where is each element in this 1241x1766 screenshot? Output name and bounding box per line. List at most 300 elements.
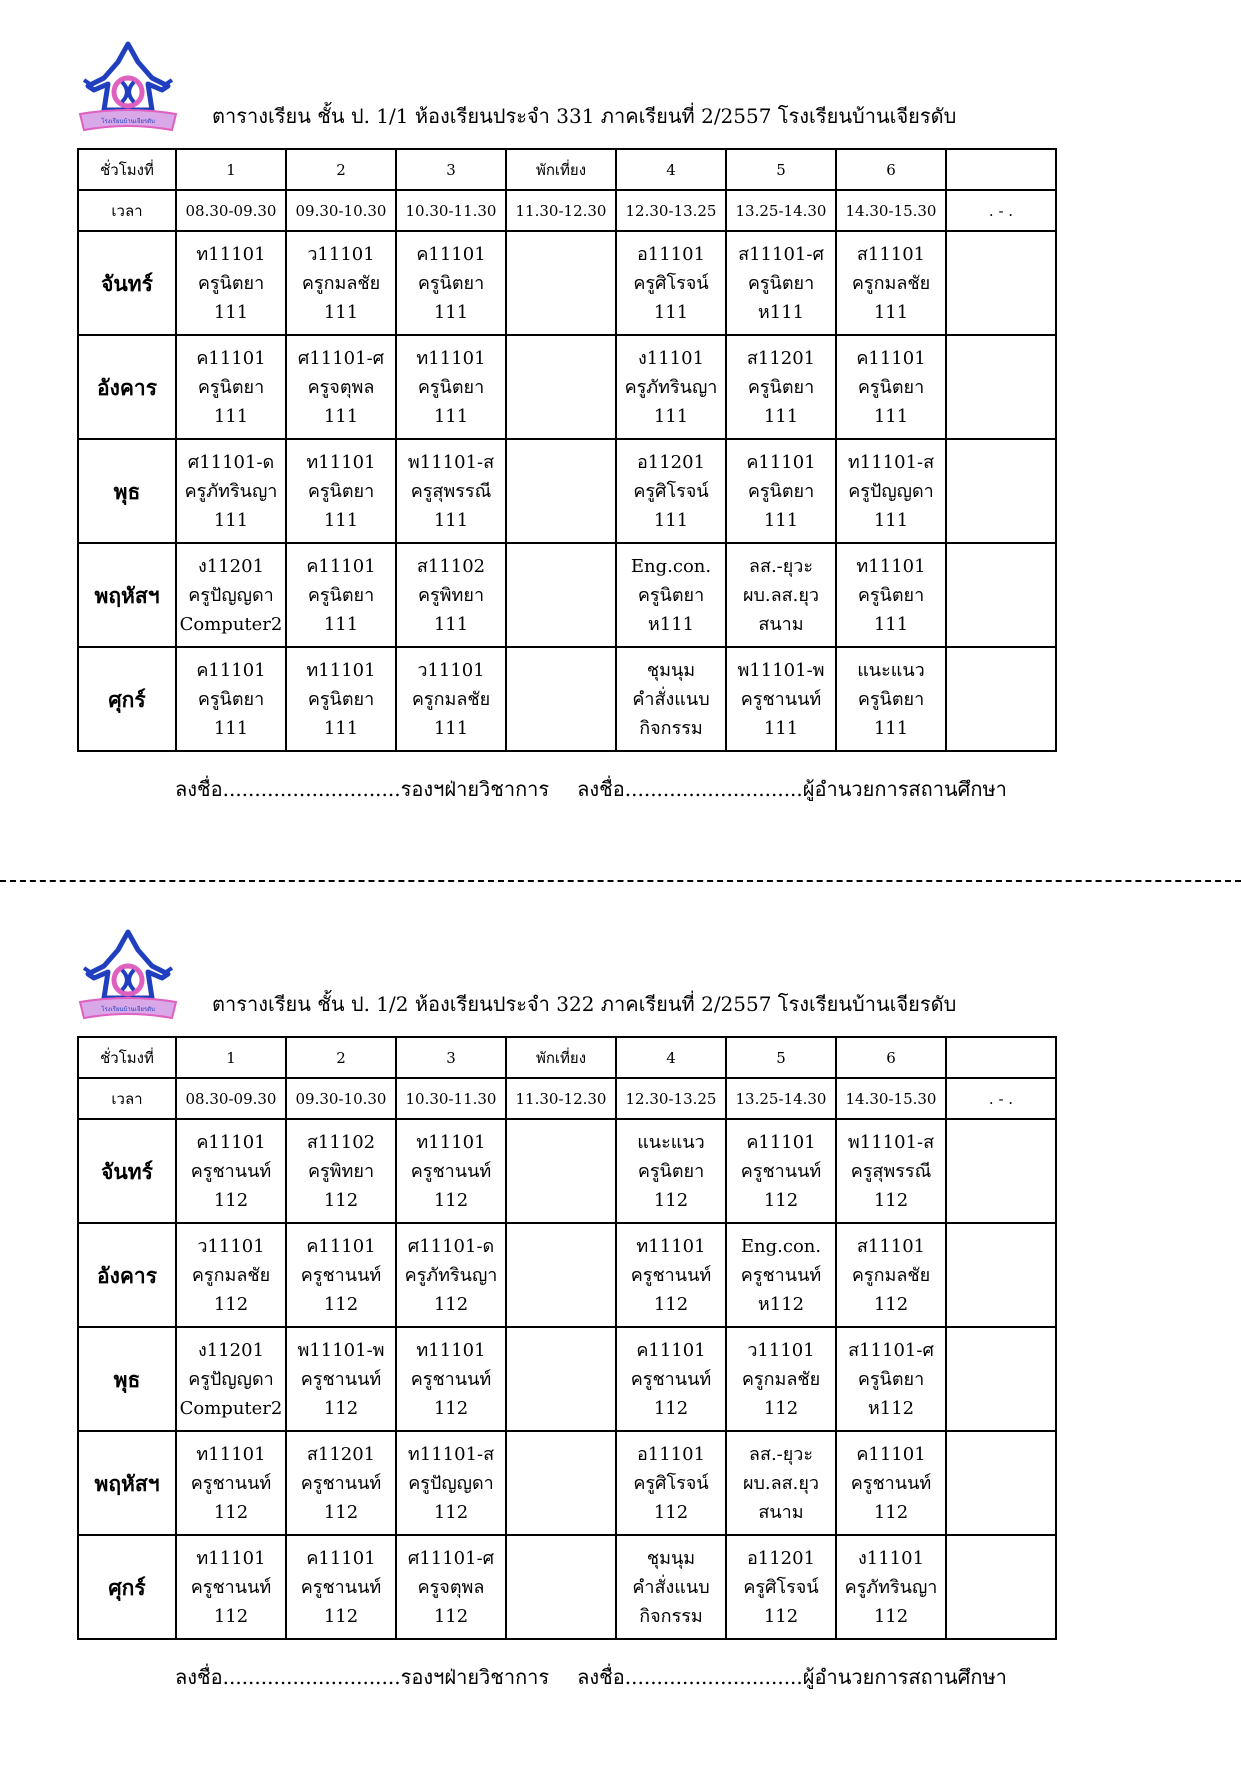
room: ห111 [757, 301, 805, 323]
day-name: พฤหัสฯ [78, 543, 176, 647]
class-cell [396, 1327, 506, 1431]
room: 112 [213, 1501, 249, 1523]
room: 111 [873, 509, 909, 531]
period-header [946, 149, 1056, 190]
class-cell [396, 231, 506, 335]
class-cell [616, 1535, 726, 1639]
teacher-name: ครูภัทรินญา [184, 480, 278, 502]
day-name: ศุกร์ [78, 647, 176, 751]
room: 112 [763, 1189, 799, 1211]
time-label: เวลา [78, 190, 176, 231]
subject-code: อ11201 [746, 1547, 816, 1569]
teacher-name: ครูกมลชัย [301, 272, 381, 294]
subject-code: ส11102 [416, 555, 486, 577]
timetable-title: ตารางเรียน ชั้น ป. 1/1 ห้องเรียนประจำ 331 ภาคเรียนที่ 2/2557 โรงเรียนบ้านเจียรดับ [212, 104, 957, 128]
subject-code: ท11101 [636, 1235, 706, 1257]
room: 111 [323, 717, 359, 739]
class-cell [946, 1223, 1056, 1327]
room: 111 [873, 405, 909, 427]
room: Computer2 [179, 1397, 283, 1419]
room: 112 [433, 1397, 469, 1419]
class-cell [616, 647, 726, 751]
room: 112 [653, 1293, 689, 1315]
subject-code: ลส.-ยุวะ [748, 1443, 814, 1465]
teacher-name: ครูนิตยา [417, 376, 485, 398]
subject-code: พ11101-พ [737, 659, 825, 681]
subject-code: พ11101-ส [407, 451, 495, 473]
class-cell [506, 1327, 616, 1431]
svg-text:โรงเรียนบ้านเจียรดับ: โรงเรียนบ้านเจียรดับ [101, 118, 155, 125]
teacher-name: ครูภัทรินญา [624, 376, 718, 398]
teacher-name: ครูกมลชัย [851, 1264, 931, 1286]
class-cell [176, 1223, 286, 1327]
time-slot: 10.30-11.30 [396, 190, 506, 231]
subject-code: ค11101 [196, 347, 266, 369]
room: 111 [653, 509, 689, 531]
room: 111 [433, 301, 469, 323]
subject-code: ท11101 [416, 347, 486, 369]
teacher-name: ครูจตุพล [307, 376, 375, 398]
teacher-name: ครูชานนท์ [300, 1264, 382, 1286]
teacher-name: ครูจตุพล [417, 1576, 485, 1598]
teacher-name: ครูชานนท์ [410, 1368, 492, 1390]
subject-code: ท11101 [306, 659, 376, 681]
class-cell [176, 335, 286, 439]
teacher-name: ครูกมลชัย [851, 272, 931, 294]
day-row [78, 543, 1056, 647]
room: 112 [323, 1189, 359, 1211]
period-header [946, 1037, 1056, 1078]
teacher-name: ครูชานนท์ [300, 1368, 382, 1390]
subject-code: ง11201 [197, 555, 265, 577]
subject-code: ค11101 [856, 347, 926, 369]
class-cell [176, 231, 286, 335]
class-cell [286, 439, 396, 543]
day-row [78, 231, 1056, 335]
teacher-name: ครูนิตยา [637, 1160, 705, 1182]
school-logo-icon [78, 40, 178, 140]
room: 112 [213, 1189, 249, 1211]
signature-director: ลงชื่อ............................ผู้อำนวยการสถานศึกษา [577, 777, 1007, 801]
class-cell [946, 1535, 1056, 1639]
teacher-name: ครูพิทยา [417, 584, 485, 606]
room: กิจกรรม [639, 717, 703, 739]
subject-code: ชุมนุม [646, 659, 696, 681]
room: 112 [323, 1293, 359, 1315]
teacher-name: ผบ.ลส.ยุว [742, 1472, 820, 1494]
subject-code: ท11101 [306, 451, 376, 473]
class-cell [836, 1327, 946, 1431]
teacher-name: ครูศิโรจน์ [633, 1472, 709, 1494]
signature-line [175, 773, 1007, 805]
subject-code: Eng.con. [740, 1235, 822, 1257]
time-slot: 08.30-09.30 [176, 190, 286, 231]
time-slot: . - . [946, 190, 1056, 231]
teacher-name: ครูกมลชัย [411, 688, 491, 710]
time-label: เวลา [78, 1078, 176, 1119]
teacher-name: ครูชานนท์ [190, 1576, 272, 1598]
time-slot: 12.30-13.25 [616, 1078, 726, 1119]
subject-code: แนะแนว [637, 1131, 705, 1153]
class-cell [396, 543, 506, 647]
subject-code: ค11101 [306, 1547, 376, 1569]
svg-text:โรงเรียนบ้านเจียรดับ: โรงเรียนบ้านเจียรดับ [101, 1006, 155, 1013]
teacher-name: ครูสุพรรณี [850, 1160, 932, 1182]
subject-code: ง11101 [857, 1547, 925, 1569]
class-cell [726, 439, 836, 543]
teacher-name: ครูนิตยา [747, 272, 815, 294]
teacher-name: ครูนิตยา [857, 376, 925, 398]
class-cell [726, 335, 836, 439]
time-slot: 08.30-09.30 [176, 1078, 286, 1119]
subject-code: ศ11101-ด [407, 1235, 495, 1257]
class-cell [836, 543, 946, 647]
subject-code: ศ11101-ด [187, 451, 275, 473]
teacher-name: ครูภัทรินญา [844, 1576, 938, 1598]
class-cell [726, 543, 836, 647]
teacher-name: ครูนิตยา [857, 584, 925, 606]
teacher-name: ครูชานนท์ [300, 1472, 382, 1494]
subject-code: ส11102 [306, 1131, 376, 1153]
period-header: 6 [836, 149, 946, 190]
teacher-name: ครูนิตยา [857, 688, 925, 710]
subject-code: ท11101 [416, 1131, 486, 1153]
teacher-name: ครูพิทยา [307, 1160, 375, 1182]
teacher-name: ครูชานนท์ [190, 1160, 272, 1182]
signature-deputy: ลงชื่อ............................รองฯฝ่ายวิชาการ [175, 777, 550, 801]
class-cell [946, 231, 1056, 335]
class-cell [506, 1431, 616, 1535]
teacher-name: ครูนิตยา [197, 688, 265, 710]
room: 112 [873, 1605, 909, 1627]
room: 111 [763, 717, 799, 739]
subject-code: ค11101 [306, 555, 376, 577]
teacher-name: ครูภัทรินญา [404, 1264, 498, 1286]
class-cell [946, 439, 1056, 543]
subject-code: ศ11101-ศ [297, 347, 385, 369]
class-cell [836, 439, 946, 543]
class-cell [836, 1431, 946, 1535]
subject-code: ส11101-ศ [848, 1339, 934, 1361]
teacher-name: ครูปัญญดา [848, 480, 934, 502]
teacher-name: คำสั่งแนบ [632, 1576, 710, 1598]
period-header: 6 [836, 1037, 946, 1078]
class-cell [396, 1431, 506, 1535]
room: สนาม [758, 1501, 804, 1523]
room: 111 [213, 405, 249, 427]
subject-code: อ11201 [636, 451, 706, 473]
teacher-name: ครูชานนท์ [740, 688, 822, 710]
teacher-name: ผบ.ลส.ยุว [742, 584, 820, 606]
subject-code: Eng.con. [630, 555, 712, 577]
teacher-name: ครูนิตยา [747, 480, 815, 502]
teacher-name: ครูนิตยา [197, 272, 265, 294]
day-row [78, 1223, 1056, 1327]
room: 112 [323, 1397, 359, 1419]
time-row [78, 1078, 1056, 1119]
teacher-name: ครูชานนท์ [300, 1576, 382, 1598]
class-cell [616, 543, 726, 647]
class-cell [506, 335, 616, 439]
room: 111 [213, 717, 249, 739]
time-slot: 13.25-14.30 [726, 1078, 836, 1119]
room: 112 [653, 1501, 689, 1523]
time-slot: . - . [946, 1078, 1056, 1119]
subject-code: ว11101 [307, 243, 375, 265]
subject-code: ว11101 [417, 659, 485, 681]
header-label: ชั่วโมงที่ [78, 149, 176, 190]
room: 112 [433, 1189, 469, 1211]
subject-code: ท11101 [196, 1547, 266, 1569]
teacher-name: ครูนิตยา [637, 584, 705, 606]
teacher-name: ครูกมลชัย [191, 1264, 271, 1286]
room: 112 [873, 1293, 909, 1315]
school-logo-icon [78, 928, 178, 1028]
teacher-name: ครูปัญญดา [188, 584, 274, 606]
room: 111 [433, 509, 469, 531]
subject-code: ท11101 [196, 243, 266, 265]
period-header: 2 [286, 1037, 396, 1078]
class-cell [946, 335, 1056, 439]
room: ห112 [867, 1397, 915, 1419]
subject-code: พ11101-พ [297, 1339, 385, 1361]
period-header: 5 [726, 149, 836, 190]
day-name: อังคาร [78, 1223, 176, 1327]
class-cell [506, 1535, 616, 1639]
class-cell [726, 1119, 836, 1223]
class-cell [726, 1431, 836, 1535]
room: 111 [763, 509, 799, 531]
teacher-name: ครูนิตยา [307, 584, 375, 606]
class-cell [286, 1327, 396, 1431]
room: 112 [653, 1397, 689, 1419]
header-row [78, 149, 1056, 190]
period-header: 2 [286, 149, 396, 190]
class-cell [176, 1431, 286, 1535]
class-cell [726, 1535, 836, 1639]
room: ห112 [757, 1293, 805, 1315]
class-cell [176, 1535, 286, 1639]
class-cell [836, 1119, 946, 1223]
subject-code: อ11101 [636, 1443, 706, 1465]
subject-code: ว11101 [747, 1339, 815, 1361]
period-header: 3 [396, 149, 506, 190]
period-header: 4 [616, 1037, 726, 1078]
class-cell [506, 1223, 616, 1327]
class-cell [726, 231, 836, 335]
teacher-name: ครูนิตยา [857, 1368, 925, 1390]
teacher-name: ครูชานนท์ [630, 1264, 712, 1286]
subject-code: แนะแนว [857, 659, 925, 681]
class-cell [286, 647, 396, 751]
room: กิจกรรม [639, 1605, 703, 1627]
class-cell [726, 1327, 836, 1431]
period-header: พักเที่ยง [506, 1037, 616, 1078]
subject-code: ส11101 [856, 243, 926, 265]
room: 111 [433, 717, 469, 739]
teacher-name: ครูปัญญดา [408, 1472, 494, 1494]
room: 111 [433, 613, 469, 635]
subject-code: ส11201 [306, 1443, 376, 1465]
teacher-name: ครูนิตยา [747, 376, 815, 398]
time-slot: 14.30-15.30 [836, 190, 946, 231]
class-cell [286, 231, 396, 335]
class-cell [396, 1535, 506, 1639]
room: 112 [653, 1189, 689, 1211]
class-cell [616, 439, 726, 543]
teacher-name: ครูปัญญดา [188, 1368, 274, 1390]
teacher-name: ครูชานนท์ [190, 1472, 272, 1494]
room: 112 [323, 1605, 359, 1627]
class-cell [396, 647, 506, 751]
subject-code: ท11101-ส [407, 1443, 495, 1465]
subject-code: ท11101 [856, 555, 926, 577]
room: 111 [653, 301, 689, 323]
class-cell [836, 647, 946, 751]
class-cell [836, 231, 946, 335]
signature-director: ลงชื่อ............................ผู้อำนวยการสถานศึกษา [577, 1665, 1007, 1689]
class-cell [946, 1431, 1056, 1535]
subject-code: ค11101 [746, 451, 816, 473]
class-cell [506, 543, 616, 647]
day-row [78, 335, 1056, 439]
subject-code: ท11101 [196, 1443, 266, 1465]
teacher-name: ครูนิตยา [307, 688, 375, 710]
day-name: จันทร์ [78, 231, 176, 335]
day-row [78, 1119, 1056, 1223]
class-cell [176, 543, 286, 647]
class-cell [946, 1327, 1056, 1431]
class-cell [946, 647, 1056, 751]
class-cell [396, 1119, 506, 1223]
time-slot: 13.25-14.30 [726, 190, 836, 231]
subject-code: ว11101 [197, 1235, 265, 1257]
class-cell [396, 439, 506, 543]
class-cell [506, 231, 616, 335]
time-slot: 09.30-10.30 [286, 1078, 396, 1119]
class-cell [506, 1119, 616, 1223]
room: 112 [433, 1605, 469, 1627]
class-cell [286, 335, 396, 439]
teacher-name: ครูชานนท์ [740, 1160, 822, 1182]
room: 112 [873, 1189, 909, 1211]
period-header: 1 [176, 149, 286, 190]
room: 111 [323, 613, 359, 635]
timetable-table [77, 148, 1057, 752]
room: 111 [873, 613, 909, 635]
class-cell [286, 543, 396, 647]
room: 111 [873, 717, 909, 739]
class-cell [506, 439, 616, 543]
teacher-name: ครูนิตยา [307, 480, 375, 502]
time-slot: 09.30-10.30 [286, 190, 396, 231]
signature-line [175, 1661, 1007, 1693]
class-cell [946, 543, 1056, 647]
period-header: พักเที่ยง [506, 149, 616, 190]
room: 111 [323, 405, 359, 427]
room: สนาม [758, 613, 804, 635]
timetable-title: ตารางเรียน ชั้น ป. 1/2 ห้องเรียนประจำ 322 ภาคเรียนที่ 2/2557 โรงเรียนบ้านเจียรดับ [212, 992, 957, 1016]
day-name: จันทร์ [78, 1119, 176, 1223]
teacher-name: คำสั่งแนบ [632, 688, 710, 710]
day-name: พุธ [78, 439, 176, 543]
room: 112 [213, 1293, 249, 1315]
subject-code: ส11201 [746, 347, 816, 369]
class-cell [286, 1223, 396, 1327]
room: 112 [873, 1501, 909, 1523]
day-name: อังคาร [78, 335, 176, 439]
header-row [78, 1037, 1056, 1078]
room: 112 [213, 1605, 249, 1627]
signature-deputy: ลงชื่อ............................รองฯฝ่ายวิชาการ [175, 1665, 550, 1689]
time-slot: 14.30-15.30 [836, 1078, 946, 1119]
subject-code: ท11101-ส [847, 451, 935, 473]
subject-code: ง11101 [637, 347, 705, 369]
room: 111 [653, 405, 689, 427]
class-cell [506, 647, 616, 751]
teacher-name: ครูศิโรจน์ [633, 480, 709, 502]
header-label: ชั่วโมงที่ [78, 1037, 176, 1078]
class-cell [286, 1431, 396, 1535]
subject-code: ชุมนุม [646, 1547, 696, 1569]
cut-line [0, 880, 1241, 882]
subject-code: ค11101 [636, 1339, 706, 1361]
period-header: 5 [726, 1037, 836, 1078]
period-header: 3 [396, 1037, 506, 1078]
room: 112 [433, 1501, 469, 1523]
period-header: 1 [176, 1037, 286, 1078]
subject-code: อ11101 [636, 243, 706, 265]
period-header: 4 [616, 149, 726, 190]
subject-code: ค11101 [856, 1443, 926, 1465]
teacher-name: ครูศิโรจน์ [743, 1576, 819, 1598]
class-cell [836, 1223, 946, 1327]
class-cell [616, 231, 726, 335]
subject-code: ลส.-ยุวะ [748, 555, 814, 577]
class-cell [396, 1223, 506, 1327]
room: 111 [323, 509, 359, 531]
time-slot: 11.30-12.30 [506, 1078, 616, 1119]
class-cell [176, 1119, 286, 1223]
teacher-name: ครูสุพรรณี [410, 480, 492, 502]
time-slot: 11.30-12.30 [506, 190, 616, 231]
subject-code: ง11201 [197, 1339, 265, 1361]
time-slot: 12.30-13.25 [616, 190, 726, 231]
class-cell [726, 647, 836, 751]
class-cell [616, 1119, 726, 1223]
room: 112 [763, 1605, 799, 1627]
subject-code: ค11101 [306, 1235, 376, 1257]
day-row [78, 1535, 1056, 1639]
class-cell [286, 1119, 396, 1223]
time-slot: 10.30-11.30 [396, 1078, 506, 1119]
teacher-name: ครูชานนท์ [850, 1472, 932, 1494]
time-row [78, 190, 1056, 231]
teacher-name: ครูชานนท์ [630, 1368, 712, 1390]
day-name: พุธ [78, 1327, 176, 1431]
class-cell [616, 1223, 726, 1327]
timetable-table [77, 1036, 1057, 1640]
room: 112 [433, 1293, 469, 1315]
teacher-name: ครูนิตยา [417, 272, 485, 294]
subject-code: พ11101-ส [847, 1131, 935, 1153]
class-cell [946, 1119, 1056, 1223]
room: 111 [213, 301, 249, 323]
room: 112 [323, 1501, 359, 1523]
day-name: ศุกร์ [78, 1535, 176, 1639]
class-cell [836, 1535, 946, 1639]
teacher-name: ครูนิตยา [197, 376, 265, 398]
